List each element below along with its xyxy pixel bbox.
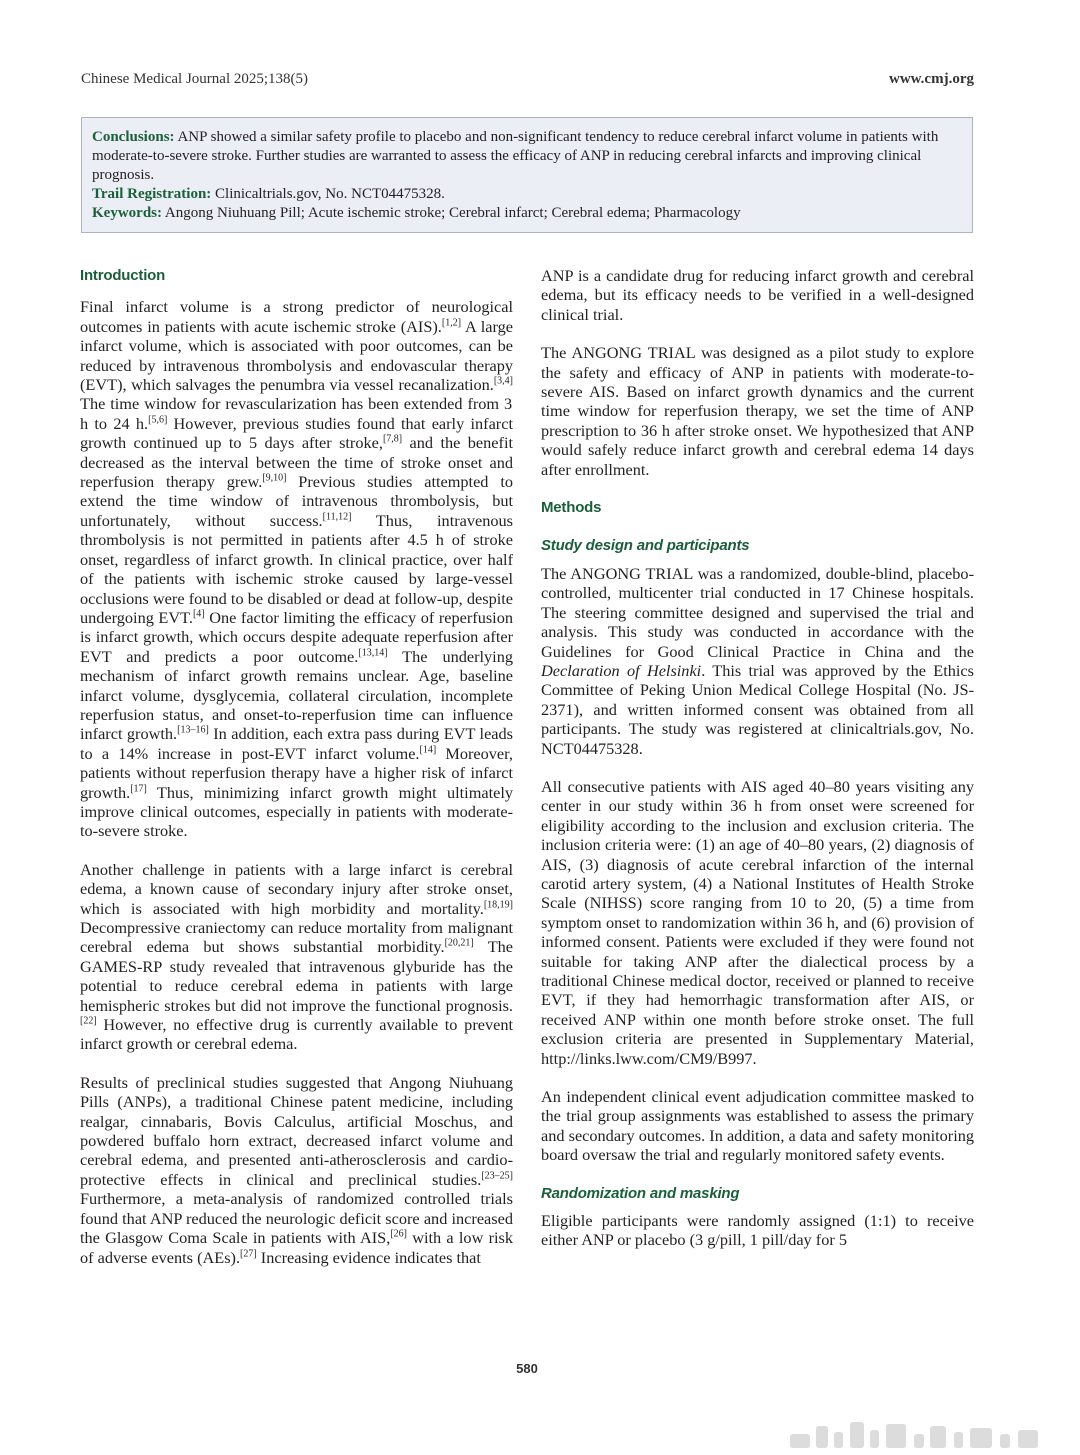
paragraph — [541, 777, 974, 1068]
text-run: Decompressive craniectomy can reduce mortality from malignant cerebral edema but shows substantial morbidity. — [80, 918, 513, 957]
citation-ref: [17] — [130, 783, 147, 795]
text-run: All consecutive patients with AIS aged 40–80 years visiting any center in our study within 36 h from onset were screened for eligibility according to the inclusion and exclusion criteria. The inclusion criteria were: (1) an age of 40–80 years, (2) diagnosis of AIS, (3) diagnosis of acute cerebral infarction of the internal carotid artery system, (4) a National Institutes of Health Stroke Scale (NIHSS) score ranging from 10 to 20, (5) a time from symptom onset to randomization within 36 h, and (6) provision of informed consent. Patients were excluded if they were found not suitable for taking ANP after the dialectical process by a traditional Chinese medical doctor, received or planned to receive EVT, if they had hemorrhagic transformation after AIS, or received ANP within one month before stroke onset. The full exclusion criteria are presented in Supplementary Material, http://links.lww.com/CM9/B997. — [541, 776, 974, 1068]
text-run: In addition, each extra pass during EVT leads to a 14% increase in post-EVT infarct volume. — [80, 724, 513, 763]
paragraph — [541, 1087, 974, 1165]
citation-ref: [27] — [240, 1248, 257, 1260]
introduction-heading: Introduction — [80, 267, 166, 284]
paragraph — [541, 564, 974, 758]
study-design-body — [541, 564, 974, 1165]
text-run: Previous studies attempted to extend the time window of intravenous thrombolysis, but unfortunately, without success. — [80, 472, 513, 530]
citation-ref: [4] — [192, 608, 205, 620]
text-run: The ANGONG TRIAL was designed as a pilot study to explore the safety and efficacy of ANP in patients with moderate-to-severe AIS. Based on infarct growth dynamics and the current time window for reperfusion therapy, we set the time of ANP prescription to 36 h after stroke onset. We hypothesized that ANP would safely reduce infarct growth and cerebral edema 14 days after enrollment. — [541, 343, 974, 479]
journal-citation: Chinese Medical Journal 2025;138(5) — [81, 71, 309, 87]
conclusions-paragraph — [92, 128, 960, 185]
text-run: Furthermore, a meta-analysis of randomized controlled trials found that ANP reduced the neurologic deficit score and increased the Glasgow Coma Scale in patients with AIS, — [80, 1189, 513, 1248]
citation-ref: [13–16] — [177, 724, 209, 736]
study-design-heading: Study design and participants — [541, 537, 750, 555]
paragraph — [80, 1073, 513, 1267]
methods-heading: Methods — [541, 499, 602, 517]
citation-ref: [11,12] — [322, 511, 352, 523]
registration-label: Trail Registration: — [92, 186, 212, 202]
paragraph — [541, 343, 974, 479]
text-run: Increasing evidence indicates that — [256, 1247, 481, 1267]
text-run: The time window for revascularization has been extended from 3 h to 24 h. — [80, 394, 513, 433]
text-run: However, previous studies found that early infarct growth continued up to 5 days after stroke, — [80, 413, 513, 453]
text-run: A large infarct volume, which is associated with poor outcomes, can be reduced by intravenous thrombolysis and endovascular therapy (EVT), which salvages the penumbra via vessel recanalization. — [80, 316, 513, 395]
text-run: Moreover, patients without reperfusion therapy have a higher risk of infarct growth. — [80, 743, 513, 802]
citation-ref: [13,14] — [358, 647, 388, 659]
citation-ref: [1,2] — [441, 317, 462, 329]
text-run: Another challenge in patients with a large infarct is cerebral edema, a known cause of secondary injury after stroke onset, which is associated with high morbidity and mortality. — [80, 859, 513, 918]
text-run: The underlying mechanism of infarct growth remains unclear. Age, baseline infarct volume, dysglycemia, collateral circulation, incomplete reperfusion status, and onset-to-reperfusion time can influence infarct growth. — [80, 646, 513, 744]
italic-text: Declaration of Helsinki — [541, 660, 702, 680]
paragraph — [80, 297, 513, 840]
text-run: Thus, intravenous thrombolysis is not permitted in patients after 4.5 h of stroke onset, regardless of infarct growth. In clinical practice, over half of the patients with ischemic stroke caused by large-vessel occlusions were found to be disabled or dead at follow-up, despite undergoing EVT. — [80, 510, 513, 627]
text-run: The GAMES-RP study revealed that intravenous glyburide has the potential to reduce cerebral edema in patients with large hemispheric strokes but did not improve the functional prognosis. — [80, 937, 514, 1015]
text-run: Thus, minimizing infarct growth might ultimately improve clinical outcomes, especially in patients with moderate-to-severe stroke. — [80, 782, 513, 841]
paragraph — [80, 860, 513, 1054]
text-run: ANP is a candidate drug for reducing infarct growth and cerebral edema, but its efficacy needs to be verified in a well-designed clinical trial. — [541, 266, 974, 324]
abstract-box — [81, 117, 973, 233]
citation-ref: [22] — [80, 1015, 97, 1027]
paragraph — [541, 266, 974, 324]
introduction-continued — [541, 266, 974, 479]
citation-ref: [14] — [419, 744, 437, 756]
text-run: An independent clinical event adjudication committee masked to the trial group assignments was established to assess the primary and secondary outcomes. In addition, a data and safety monitoring board oversaw the trial and regularly monitored safety events. — [541, 1087, 974, 1165]
citation-ref: [7,8] — [382, 433, 403, 445]
keywords-paragraph — [92, 204, 960, 223]
randomization-body — [541, 1211, 974, 1250]
left-column — [80, 266, 513, 1286]
text-run: One factor limiting the efficacy of reperfusion is infarct growth, which occurs despite adequate reperfusion after EVT and predicts a poor outcome. — [80, 607, 513, 666]
text-run: with a low risk of adverse events (AEs). — [80, 1228, 513, 1267]
citation-ref: [18,19] — [483, 899, 513, 911]
text-run: . This trial was approved by the Ethics Committee of Peking Union Medical College Hospital (No. JS-2371), and written informed consent was obtained from all participants. The study was registered at clinicaltrials.gov, No. NCT04475328. — [541, 660, 974, 758]
text-run: Final infarct volume is a strong predictor of neurological outcomes in patients with acute ischemic stroke (AIS). — [80, 297, 513, 336]
paragraph — [541, 1211, 974, 1250]
journal-url[interactable]: www.cmj.org — [889, 71, 974, 87]
introduction-body — [80, 297, 513, 1267]
text-run: The ANGONG TRIAL was a randomized, double-blind, placebo-controlled, multicenter trial conducted in 17 Chinese hospitals. The steering committee designed and supervised the trial and analysis. This study was conducted in accordance with the Guidelines for Good Clinical Practice in China and the — [541, 563, 974, 661]
text-run: Eligible participants were randomly assigned (1:1) to receive either ANP or placebo (3 g/pill, 1 pill/day for 5 — [541, 1211, 974, 1250]
text-run: However, no effective drug is currently available to prevent infarct growth or cerebral edema. — [80, 1015, 513, 1054]
text-run: Results of preclinical studies suggested that Angong Niuhuang Pills (ANPs), a traditional Chinese patent medicine, including realgar, cinnabaris, Bovis Calculus, artificial Moschus, and powdered buffalo horn extract, decreased infarct volume and cerebral edema, and presented anti-atherosclerosis and cardio-protective effects in clinical and preclinical studies. — [80, 1072, 513, 1189]
page-number: 580 — [516, 1361, 538, 1376]
keywords-label: Keywords: — [92, 205, 162, 221]
conclusions-text: ANP showed a similar safety profile to placebo and non-significant tendency to reduce cerebral infarct volume in patients with moderate-to-severe stroke. Further studies are warranted to assess the efficacy of ANP in reducing cerebral infarcts and improving clinical prognosis. — [92, 129, 939, 183]
randomization-heading: Randomization and masking — [541, 1184, 740, 1202]
citation-ref: [26] — [390, 1228, 407, 1240]
text-run: and the benefit decreased as the interval between the time of stroke onset and reperfusion therapy grew. — [80, 433, 513, 492]
watermark-logo — [790, 1418, 1060, 1448]
citation-ref: [9,10] — [262, 472, 287, 484]
citation-ref: [3,4] — [493, 375, 513, 387]
right-column — [541, 266, 974, 1269]
citation-ref: [20,21] — [444, 937, 474, 949]
keywords-text: Angong Niuhuang Pill; Acute ischemic stroke; Cerebral infarct; Cerebral edema; Pharmacology — [162, 205, 741, 221]
registration-text: Clinicaltrials.gov, No. NCT04475328. — [211, 186, 445, 202]
citation-ref: [5,6] — [148, 414, 168, 426]
registration-paragraph — [92, 185, 960, 204]
citation-ref: [23–25] — [481, 1170, 513, 1182]
conclusions-label: Conclusions: — [92, 129, 175, 145]
